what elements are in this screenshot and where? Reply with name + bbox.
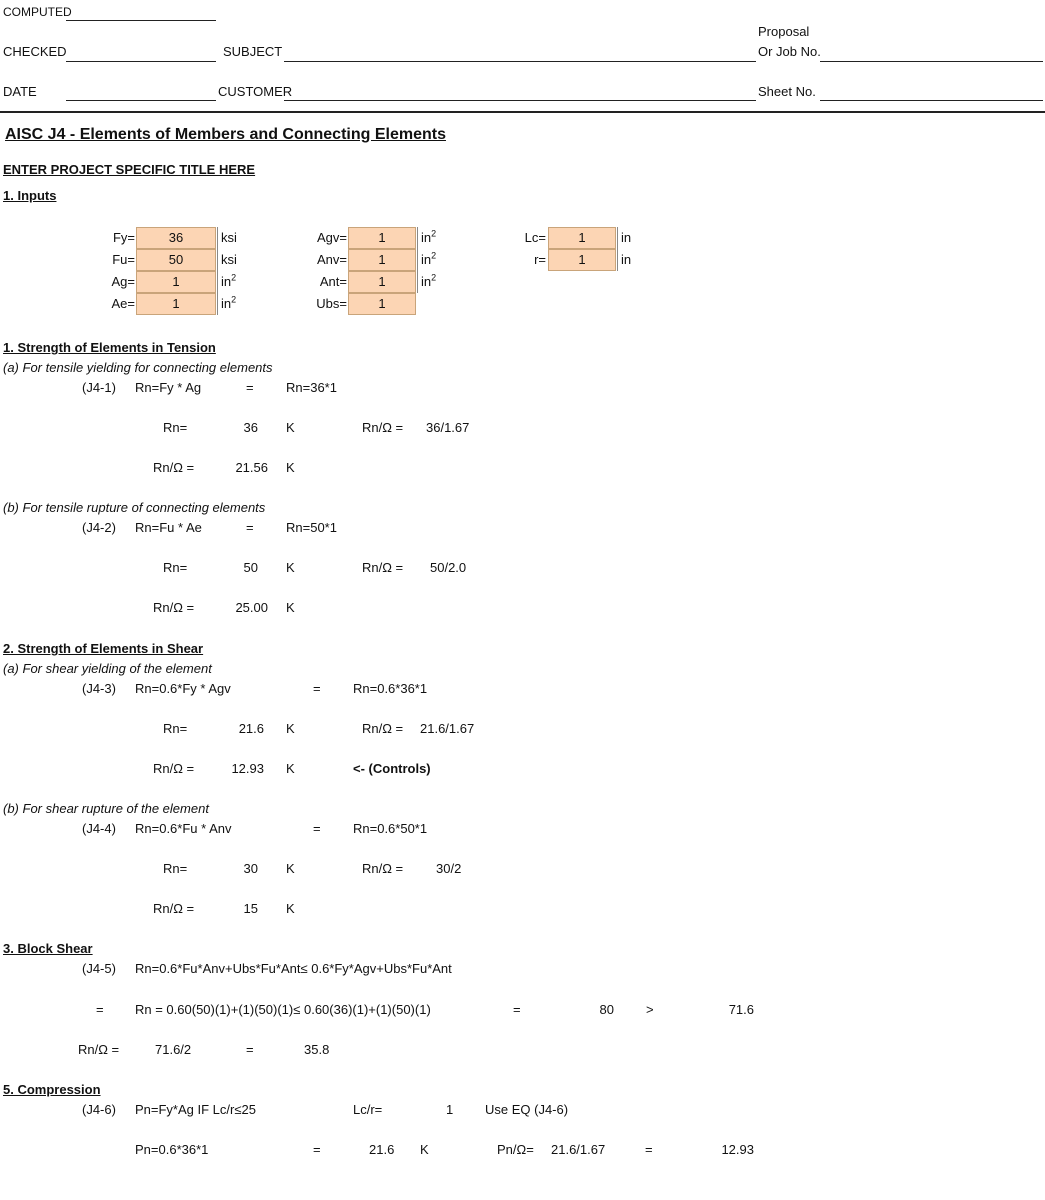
tension-b-rn-unit: K: [286, 560, 295, 575]
tension-b-eq-sub: Rn=50*1: [286, 520, 337, 535]
ag-label: Ag=: [111, 274, 135, 289]
tension-b-ratio-label: Rn/Ω =: [362, 560, 404, 575]
compression-ratio-label: Pn/Ω=: [497, 1142, 534, 1157]
compression-sub: Pn=0.6*36*1: [135, 1142, 209, 1157]
fy-label: Fy=: [112, 230, 135, 245]
lc-unit: in: [617, 227, 631, 249]
compression-lcr-value: 1: [446, 1102, 454, 1117]
tension-a-ratio-expr: 36/1.67: [426, 420, 470, 435]
block-shear-sub: Rn = 0.60(50)(1)+(1)(50)(1)≤ 0.60(36)(1)+(1)(50)(1): [135, 1002, 431, 1017]
shear-a-ratio-expr: 21.6/1.67: [420, 721, 475, 736]
shear-a-ratio-label: Rn/Ω =: [362, 721, 404, 736]
fu-unit: ksi: [217, 249, 237, 271]
tension-b-ratio-expr: 50/2.0: [430, 560, 467, 575]
ae-unit: $in^2$: [217, 293, 236, 315]
proposal-label-2: Or Job No.: [758, 44, 821, 59]
shear-b-eq-sign: =: [313, 821, 321, 836]
shear-b-rn-value: 30: [243, 861, 258, 876]
customer-line: [284, 100, 756, 101]
tension-a-eq: Rn=Fy * Ag: [135, 380, 202, 395]
tension-a-ratio-label: Rn/Ω =: [362, 420, 404, 435]
ae-label: Ae=: [111, 296, 135, 311]
proposal-label-1: Proposal: [758, 24, 810, 39]
block-shear-heading: 3. Block Shear: [3, 941, 93, 956]
inputs-heading: 1. Inputs: [3, 188, 57, 203]
tension-b-allow-value: 25.00: [235, 600, 268, 615]
block-shear-rhs: 71.6: [728, 1002, 754, 1017]
compression-ratio-sign: =: [645, 1142, 653, 1157]
shear-a-allow-unit: K: [286, 761, 295, 776]
date-label: DATE: [3, 84, 37, 99]
compression-ratio-expr: 21.6/1.67: [551, 1142, 606, 1157]
block-shear-ratio-value: 35.8: [304, 1042, 330, 1057]
agv-input[interactable]: 1: [348, 227, 416, 249]
tension-b-eq-no: (J4-2): [82, 520, 116, 535]
tension-a-allow-value: 21.56: [235, 460, 268, 475]
block-shear-lhs: 80: [599, 1002, 614, 1017]
sheet-line: [820, 100, 1043, 101]
shear-a-rn-unit: K: [286, 721, 295, 736]
tension-a-rn-label: Rn=: [163, 420, 188, 435]
shear-a-rn-label: Rn=: [163, 721, 188, 736]
agv-label: Agv=: [317, 230, 347, 245]
checked-label: CHECKED: [3, 44, 67, 59]
fu-input[interactable]: 50: [136, 249, 216, 271]
shear-a-eq-no: (J4-3): [82, 681, 116, 696]
compression-eq-no: (J4-6): [82, 1102, 116, 1117]
ubs-input[interactable]: 1: [348, 293, 416, 315]
tension-a-subheading: (a) For tensile yielding for connecting elements: [3, 360, 273, 375]
fu-label: Fu=: [112, 252, 135, 267]
shear-b-rn-unit: K: [286, 861, 295, 876]
fy-input[interactable]: 36: [136, 227, 216, 249]
shear-heading: 2. Strength of Elements in Shear: [3, 641, 204, 656]
anv-label: Anv=: [317, 252, 347, 267]
block-shear-sub-sign: =: [96, 1002, 104, 1017]
compression-pn-unit: K: [420, 1142, 429, 1157]
block-shear-ratio-sign: =: [246, 1042, 254, 1057]
tension-a-eq-sub: Rn=36*1: [286, 380, 337, 395]
tension-b-eq: Rn=Fu * Ae: [135, 520, 202, 535]
header-divider: [0, 111, 1045, 113]
compression-lcr-label: Lc/r=: [353, 1102, 383, 1117]
anv-unit: $in^2$: [417, 249, 436, 271]
tension-b-rn-value: 50: [243, 560, 258, 575]
shear-b-allow-value: 15: [243, 901, 258, 916]
tension-b-eq-sign: =: [246, 520, 254, 535]
tension-b-subheading: (b) For tensile rupture of connecting elements: [3, 500, 266, 515]
customer-label: CUSTOMER: [218, 84, 293, 99]
subject-line: [284, 61, 756, 62]
fy-unit: ksi: [217, 227, 237, 249]
shear-b-eq: Rn=0.6*Fu * Anv: [135, 821, 232, 836]
tension-b-allow-label: Rn/Ω =: [153, 600, 195, 615]
ant-unit: $in^2$: [417, 271, 436, 293]
r-input[interactable]: 1: [548, 249, 616, 271]
proposal-line: [820, 61, 1043, 62]
subject-label: SUBJECT: [223, 44, 283, 59]
compression-eq: Pn=Fy*Ag IF Lc/r≤25: [135, 1102, 256, 1117]
ag-input[interactable]: 1: [136, 271, 216, 293]
shear-b-eq-no: (J4-4): [82, 821, 116, 836]
tension-a-eq-sign: =: [246, 380, 254, 395]
shear-b-ratio-label: Rn/Ω =: [362, 861, 404, 876]
tension-a-rn-unit: K: [286, 420, 295, 435]
project-title: ENTER PROJECT SPECIFIC TITLE HERE: [3, 162, 256, 177]
compression-sub-sign: =: [313, 1142, 321, 1157]
compression-use-eq: Use EQ (J4-6): [485, 1102, 569, 1117]
tension-a-allow-label: Rn/Ω =: [153, 460, 195, 475]
ag-unit: $in^2$: [217, 271, 236, 293]
tension-heading: 1. Strength of Elements in Tension: [3, 340, 216, 355]
r-unit: in: [617, 249, 631, 271]
date-line: [66, 100, 216, 101]
computed-label: COMPUTED: [3, 5, 72, 19]
anv-input[interactable]: 1: [348, 249, 416, 271]
block-shear-cmp: >: [646, 1002, 654, 1017]
compression-heading: 5. Compression: [3, 1082, 101, 1097]
shear-b-eq-sub: Rn=0.6*50*1: [353, 821, 428, 836]
block-shear-eq-no: (J4-5): [82, 961, 116, 976]
block-shear-ratio-label: Rn/Ω =: [78, 1042, 120, 1057]
block-shear-ratio-expr: 71.6/2: [155, 1042, 192, 1057]
shear-a-eq: Rn=0.6*Fy * Agv: [135, 681, 231, 696]
compression-pn-value: 21.6: [369, 1142, 395, 1157]
shear-b-ratio-expr: 30/2: [436, 861, 462, 876]
shear-a-eq-sign: =: [313, 681, 321, 696]
r-label: r=: [534, 252, 546, 267]
checked-line: [66, 61, 216, 62]
block-shear-sub-sign2: =: [513, 1002, 521, 1017]
tension-a-eq-no: (J4-1): [82, 380, 116, 395]
compression-ratio-value: 12.93: [721, 1142, 754, 1157]
ant-input[interactable]: 1: [348, 271, 416, 293]
sheet-label: Sheet No.: [758, 84, 816, 99]
agv-unit: $in^2$: [417, 227, 436, 249]
tension-a-rn-value: 36: [243, 420, 258, 435]
shear-a-allow-value: 12.93: [231, 761, 264, 776]
shear-b-subheading: (b) For shear rupture of the element: [3, 801, 209, 816]
shear-b-rn-label: Rn=: [163, 861, 188, 876]
block-shear-eq: Rn=0.6*Fu*Anv+Ubs*Fu*Ant≤ 0.6*Fy*Agv+Ubs*Fu*Ant: [135, 961, 452, 976]
shear-a-allow-label: Rn/Ω =: [153, 761, 195, 776]
shear-a-eq-sub: Rn=0.6*36*1: [353, 681, 428, 696]
shear-a-controls: <- (Controls): [353, 761, 431, 776]
shear-a-subheading: (a) For shear yielding of the element: [3, 661, 212, 676]
tension-a-allow-unit: K: [286, 460, 295, 475]
shear-b-allow-label: Rn/Ω =: [153, 901, 195, 916]
lc-input[interactable]: 1: [548, 227, 616, 249]
shear-a-rn-value: 21.6: [238, 721, 264, 736]
ae-input[interactable]: 1: [136, 293, 216, 315]
ubs-label: Ubs=: [316, 296, 347, 311]
tension-b-rn-label: Rn=: [163, 560, 188, 575]
computed-line: [66, 20, 216, 21]
shear-b-allow-unit: K: [286, 901, 295, 916]
page-title: AISC J4 - Elements of Members and Connecting Elements: [5, 126, 446, 143]
lc-label: Lc=: [524, 230, 546, 245]
ant-label: Ant=: [319, 274, 347, 289]
tension-b-allow-unit: K: [286, 600, 295, 615]
